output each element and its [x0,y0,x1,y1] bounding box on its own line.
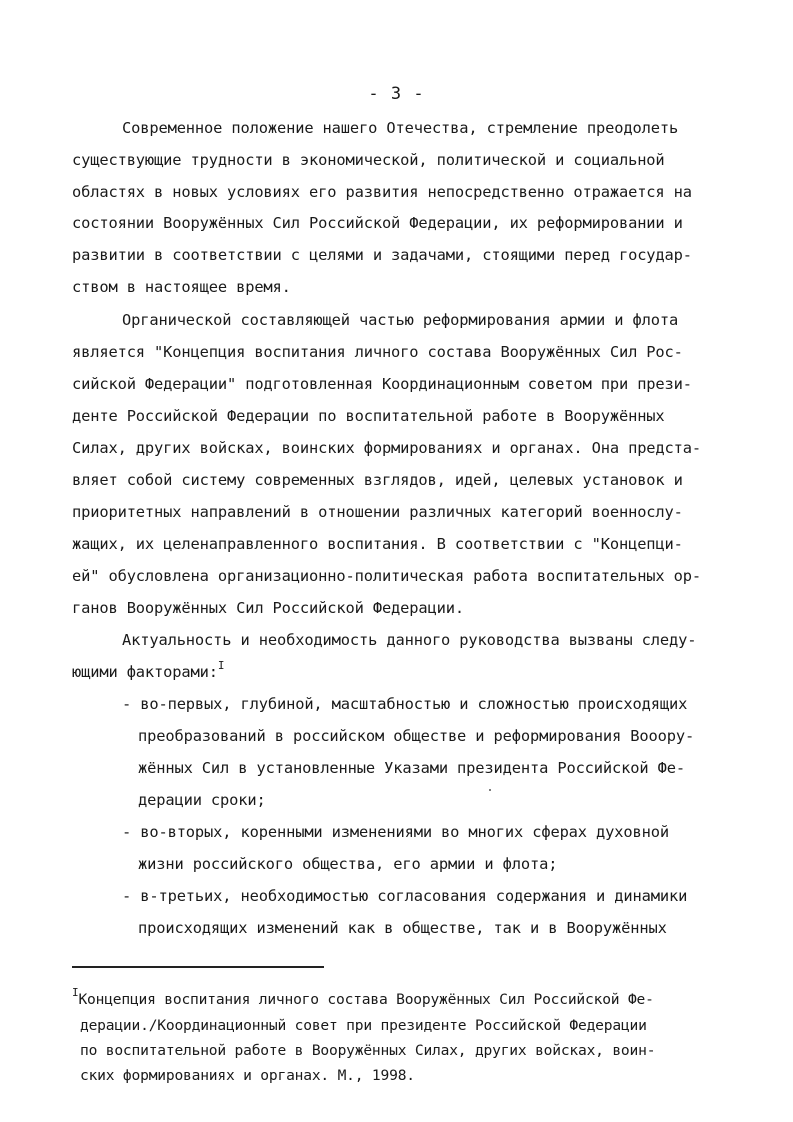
page-number: - 3 - [368,84,425,104]
list-item-2-line: - во-вторых, коренными изменениями во многих сферах духовной [122,823,669,841]
list-item-1-line: преобразований в российском обществе и реформирования Вооору- [138,727,695,745]
paragraph-3-line: Актуальность и необходимость данного руководства вызваны следу- [122,631,697,649]
paragraph-2-line: сийской Федерации" подготовленная Координационным советом при прези- [72,375,692,393]
footnote-line [72,986,654,1010]
paragraph-1-line: существующие трудности в экономической, политической и социальной [72,151,665,169]
list-item-1-line: жённых Сил в установленные Указами президента Российской Фе- [138,759,685,777]
paragraph-2-line: ей" обусловлена организационно-политическая работа воспитательных ор- [72,567,702,585]
paragraph-2-line: Органической составляющей частью реформирования армии и флота [122,311,679,329]
paragraph-1-line: областях в новых условиях его развития непосредственно отражается на [72,183,692,201]
paragraph-2-line: является "Концепция воспитания личного состава Вооружённых Сил Рос- [72,343,683,361]
paragraph-2-line: вляет собой систему современных взглядов, идей, целевых установок и [72,471,683,489]
footnote-text: Концепция воспитания личного состава Вооружённых Сил Российской Фе- [78,991,654,1008]
paragraph-2-line: Силах, других войсках, воинских формированиях и органах. Она предста- [72,439,702,457]
paragraph-1-line: ством в настоящее время. [72,278,291,296]
list-item-1-line: - во-первых, глубиной, масштабностью и сложностью происходящих [122,695,688,713]
footnote-mark: I [72,986,79,999]
paragraph-1-line: состоянии Вооружённых Сил Российской Федерации, их реформировании и [72,214,683,232]
list-item-1-line: дерации сроки; [138,791,266,809]
paragraph-3-line [72,659,225,682]
paragraph-1-line: развитии в соответствии с целями и задачами, стоящими перед государ- [72,246,692,264]
paragraph-2-line: денте Российской Федерации по воспитательной работе в Вооружённых [72,407,665,425]
paragraph-3-text: ющими факторами: [72,663,218,681]
list-item-2-line: жизни российского общества, его армии и флота; [138,855,558,873]
ink-speck [489,789,491,791]
list-item-3-line: происходящих изменений как в обществе, так и в Вооружённых [138,919,667,937]
footnote-line: дерации./Координационный совет при президенте Российской Федерации [80,1017,647,1034]
list-item-3-line: - в-третьих, необходимостью согласования содержания и динамики [122,887,688,905]
footnote-reference: I [217,659,225,672]
paragraph-2-line: жащих, их целенаправленного воспитания. В соответствии с "Концепци- [72,535,683,553]
paragraph-2-line: приоритетных направлений в отношении различных категорий военнослу- [72,503,683,521]
footnote-line: ских формированиях и органах. М., 1998. [80,1067,415,1084]
paragraph-2-line: ганов Вооружённых Сил Российской Федерации. [72,599,464,617]
footnote-line: по воспитательной работе в Вооружённых Силах, других войсках, воин- [80,1042,656,1059]
footnote-separator [72,966,324,968]
paragraph-1-line: Современное положение нашего Отечества, стремление преодолеть [122,119,679,137]
